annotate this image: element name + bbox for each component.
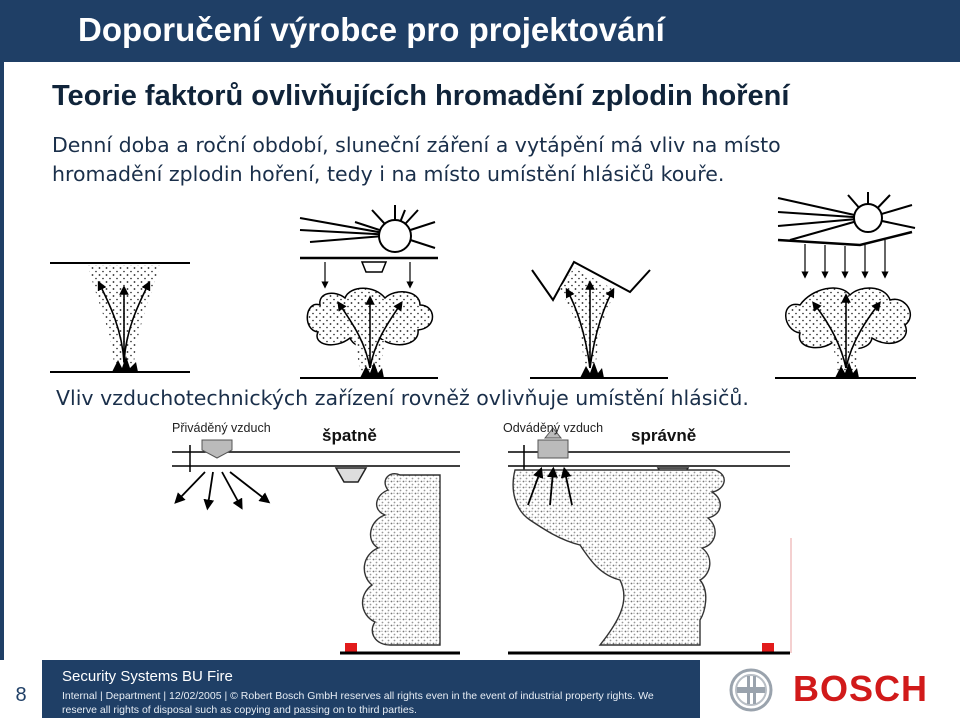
section-heading: Teorie faktorů ovlivňujících hromadění zplodin hoření [52,80,790,112]
scene-pitched-roof [530,262,668,378]
verdict-correct: správně [631,426,697,445]
scene-sun-cloud-large [775,192,916,378]
footer-heading: Security Systems BU Fire [62,668,233,685]
diagram-extract-air [508,428,791,653]
scene-ceiling-plume [50,263,190,372]
sun-icon [379,220,411,252]
smoke-detector-icon [336,468,366,482]
extract-grille-icon [538,440,568,458]
hvac-statement: Vliv vzduchotechnických zařízení rovněž ovlivňuje umístění hlásičů. [56,386,749,410]
slide-title: Doporučení výrobce pro projektování [78,11,665,48]
footer-legal-notice: Internal | Department | 12/02/2005 | © Robert Bosch GmbH reserves all rights even in the event of industrial property rights. We reserve all rights of disposal such as copying and passing on to third parties. [62,690,654,716]
intro-paragraph: Denní doba a roční období, sluneční záření a vytápění má vliv na místo hromadění zplodin hoření, tedy i na místo umístění hlásičů kouře. [52,133,781,186]
bosch-logo: BOSCH [793,668,929,709]
verdict-wrong: špatně [322,426,377,445]
extract-air-label: Odváděný vzduch [503,421,604,435]
bosch-armature-icon [728,667,774,713]
page-number: 8 [15,684,27,706]
supply-diffuser-icon [202,440,232,458]
supply-air-label: Přiváděný vzduch [172,421,271,435]
diagram-supply-air [172,440,460,653]
scene-sun-cloud [300,205,438,378]
